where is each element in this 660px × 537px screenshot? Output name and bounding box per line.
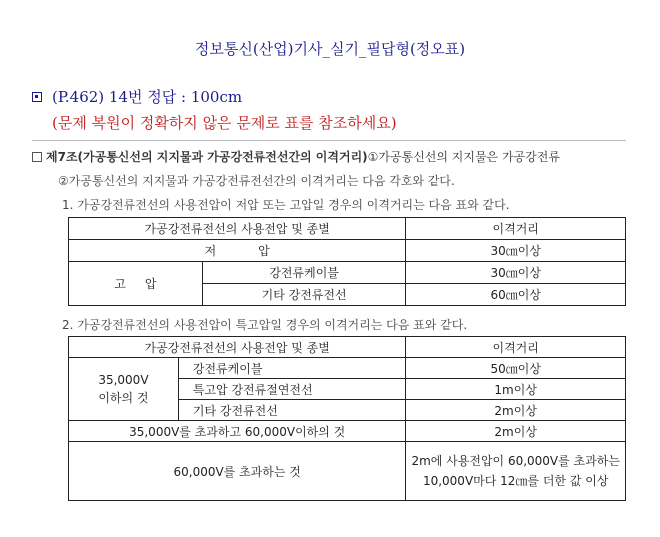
table-row (69, 240, 626, 262)
table-header-cell: 가공강전류전선의 사용전압 및 종별 (69, 218, 406, 240)
divider (32, 140, 626, 141)
table-cell: 1m이상 (406, 379, 626, 400)
table-cell: 강전류케이블 (202, 262, 406, 284)
table-cell: 30㎝이상 (406, 240, 626, 262)
note-text: (문제 복원이 정확하지 않은 문제로 표를 참조하세요) (52, 114, 397, 132)
group-label-line: 35,000V (98, 373, 149, 387)
table-cell: 50㎝이상 (406, 358, 626, 379)
table-cell: 60,000V를 초과하는 것 (69, 442, 406, 501)
table-row (69, 262, 626, 284)
section-heading-line (32, 148, 560, 165)
table-cell: 60㎝이상 (406, 284, 626, 306)
group-label-line: 이하의 것 (98, 391, 149, 405)
answer-line (32, 86, 242, 107)
item-1-text: 1. 가공강전류전선의 사용전압이 저압 또는 고압일 경우의 이격거리는 다음 표와 같다. (62, 198, 510, 212)
table-extra-high-voltage (68, 336, 626, 501)
table-row (69, 421, 626, 442)
table-cell: 고 압 (69, 262, 203, 306)
table-cell: 특고압 강전류절연전선 (178, 379, 406, 400)
table-row (69, 358, 626, 379)
table-header-cell: 이격거리 (406, 337, 626, 358)
page-title: 정보통신(산업)기사_실기_필답형(정오표) (194, 40, 466, 58)
table-header-cell: 가공강전류전선의 사용전압 및 종별 (69, 337, 406, 358)
table-cell: 기타 강전류전선 (202, 284, 406, 306)
table-low-high-voltage (68, 217, 626, 306)
section-text: ①가공통신선의 지지물은 가공강전류 (367, 150, 560, 164)
table-row (69, 218, 626, 240)
clause-2-text: ②가공통신선의 지지물과 가공강전류전선간의 이격거리는 다음 각호와 같다. (58, 174, 455, 188)
table-cell: 기타 강전류전선 (178, 400, 406, 421)
value-line: 2m에 사용전압이 60,000V를 초과하는 (411, 454, 620, 468)
table-cell (406, 442, 626, 501)
table-cell: 저 압 (69, 240, 406, 262)
square-bullet-icon (32, 92, 42, 102)
table-cell-group (69, 358, 179, 421)
table-row (69, 442, 626, 501)
answer-text: (P.462) 14번 정답 : 100cm (52, 88, 243, 106)
table-row (69, 337, 626, 358)
table-cell: 30㎝이상 (406, 262, 626, 284)
table-cell: 2m이상 (406, 400, 626, 421)
value-line: 10,000V마다 12㎝를 더한 값 이상 (422, 474, 609, 488)
table-cell: 강전류케이블 (178, 358, 406, 379)
checkbox-icon (32, 152, 42, 162)
table-cell: 35,000V를 초과하고 60,000V이하의 것 (69, 421, 406, 442)
table-cell: 2m이상 (406, 421, 626, 442)
table-header-cell: 이격거리 (406, 218, 626, 240)
item-2-text: 2. 가공강전류전선의 사용전압이 특고압일 경우의 이격거리는 다음 표와 같다. (62, 318, 468, 332)
section-heading: 제7조(가공통신선의 지지물과 가공강전류전선간의 이격거리) (46, 150, 368, 164)
